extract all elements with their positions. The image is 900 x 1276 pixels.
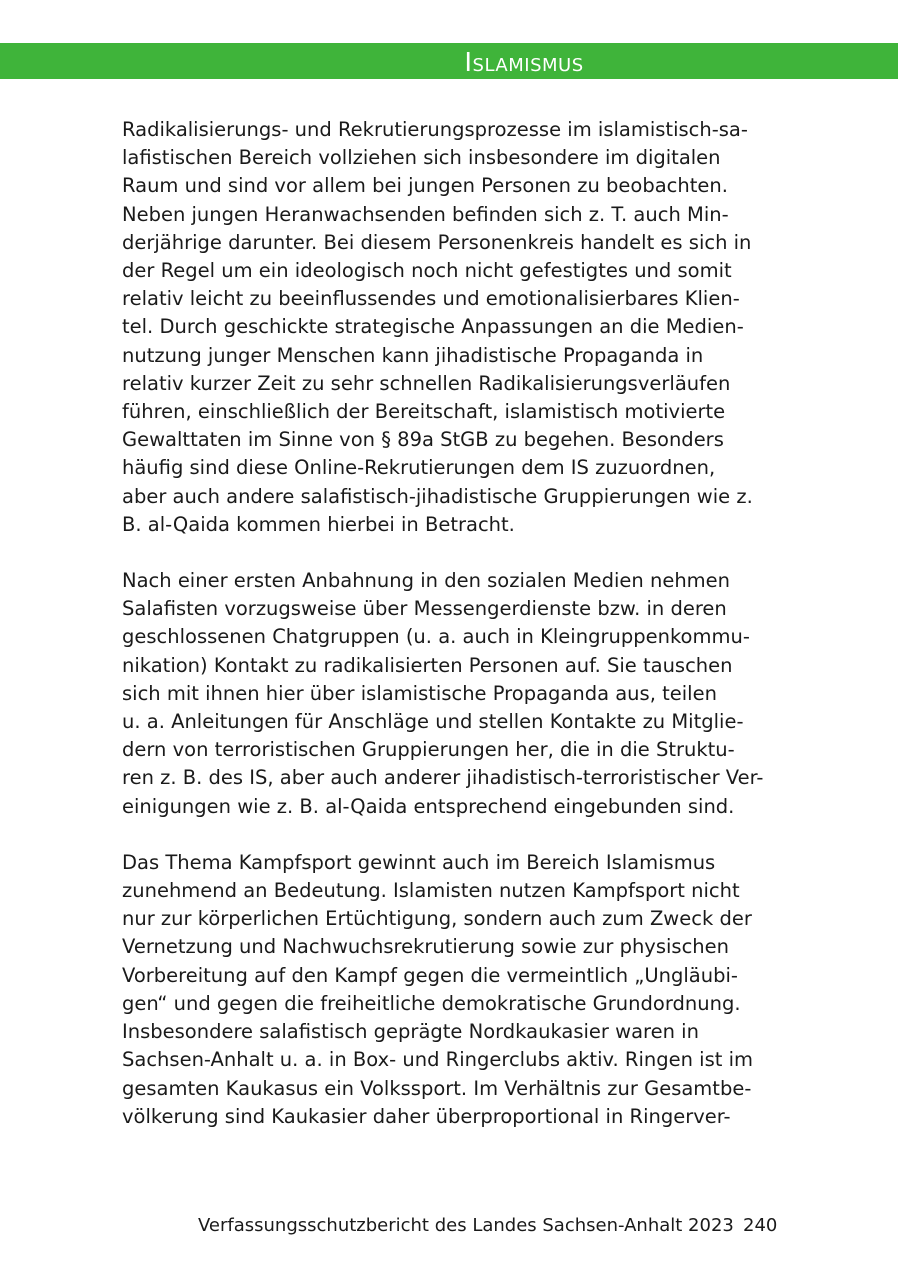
text-line: Radikalisierungs- und Rekrutierungsprozesse im islamistisch-sa- bbox=[122, 118, 748, 141]
text-line: häufig sind diese Online-Rekrutierungen dem IS zuzuordnen, bbox=[122, 456, 716, 480]
page-number: 240 bbox=[743, 1215, 778, 1236]
text-line: Vorbereitung auf den Kampf gegen die vermeintlich „Ungläubi- bbox=[122, 963, 738, 987]
text-line: relativ leicht zu beeinflussendes und emotionalisierbares Klien- bbox=[122, 287, 740, 311]
text-line: gesamten Kaukasus ein Volkssport. Im Verhältnis zur Gesamtbe- bbox=[122, 1076, 752, 1100]
text-line: sich mit ihnen hier über islamistische Propaganda aus, teilen bbox=[122, 681, 717, 705]
text-line: zunehmend an Bedeutung. Islamisten nutzen Kampfsport nicht bbox=[122, 879, 740, 903]
text-line: Salafisten vorzugsweise über Messengerdienste bzw. in deren bbox=[122, 597, 727, 621]
text-line: gen“ und gegen die freiheitliche demokratische Grundordnung. bbox=[122, 991, 741, 1015]
footer-text: Verfassungsschutzbericht des Landes Sachsen-Anhalt 2023 bbox=[198, 1215, 734, 1236]
text-line: nutzung junger Menschen kann jihadistische Propaganda in bbox=[122, 343, 704, 367]
text-line: ren z. B. des IS, aber auch anderer jihadistisch-terroristischer Ver- bbox=[122, 766, 764, 790]
text-line: einigungen wie z. B. al-Qaida entsprechend eingebunden sind. bbox=[122, 794, 735, 818]
text-line: relativ kurzer Zeit zu sehr schnellen Radikalisierungsverläufen bbox=[122, 371, 731, 395]
paragraph bbox=[122, 849, 782, 1131]
text-line: der Regel um ein ideologisch noch nicht gefestigtes und somit bbox=[122, 259, 732, 283]
text-line: derjährige darunter. Bei diesem Personenkreis handelt es sich in bbox=[122, 230, 752, 254]
text-line: führen, einschließlich der Bereitschaft, islamistisch motivierte bbox=[122, 400, 726, 424]
paragraph bbox=[122, 116, 782, 539]
text-line: Gewalttaten im Sinne von § 89a StGB zu begehen. Besonders bbox=[122, 428, 724, 452]
section-title: Islamismus bbox=[464, 48, 584, 78]
paragraph bbox=[122, 567, 782, 821]
body-text bbox=[122, 116, 782, 1159]
text-line: Sachsen-Anhalt u. a. in Box- und Ringerclubs aktiv. Ringen ist im bbox=[122, 1048, 753, 1072]
text-line: nur zur körperlichen Ertüchtigung, sondern auch zum Zweck der bbox=[122, 907, 752, 931]
text-line: tel. Durch geschickte strategische Anpassungen an die Medien- bbox=[122, 315, 744, 339]
section-header-bar bbox=[0, 43, 898, 79]
text-line: lafistischen Bereich vollziehen sich insbesondere im digitalen bbox=[122, 146, 721, 170]
text-line: Insbesondere salafistisch geprägte Nordkaukasier waren in bbox=[122, 1020, 699, 1044]
text-line: dern von terroristischen Gruppierungen her, die in die Struktu- bbox=[122, 738, 735, 762]
text-line: Vernetzung und Nachwuchsrekrutierung sowie zur physischen bbox=[122, 935, 730, 959]
text-line: Neben jungen Heranwachsenden befinden sich z. T. auch Min- bbox=[122, 202, 729, 226]
text-line: B. al-Qaida kommen hierbei in Betracht. bbox=[122, 512, 515, 536]
text-line: nikation) Kontakt zu radikalisierten Personen auf. Sie tauschen bbox=[122, 653, 733, 677]
text-line: geschlossenen Chatgruppen (u. a. auch in Kleingruppenkommu- bbox=[122, 625, 750, 649]
text-line: u. a. Anleitungen für Anschläge und stellen Kontakte zu Mitglie- bbox=[122, 710, 744, 734]
text-line: Nach einer ersten Anbahnung in den sozialen Medien nehmen bbox=[122, 569, 731, 593]
text-line: Raum und sind vor allem bei jungen Personen zu beobachten. bbox=[122, 174, 728, 198]
text-line: völkerung sind Kaukasier daher überproportional in Ringerver- bbox=[122, 1104, 731, 1128]
text-line: aber auch andere salafistisch-jihadistische Gruppierungen wie z. bbox=[122, 484, 753, 508]
text-line: Das Thema Kampfsport gewinnt auch im Bereich Islamismus bbox=[122, 850, 716, 874]
